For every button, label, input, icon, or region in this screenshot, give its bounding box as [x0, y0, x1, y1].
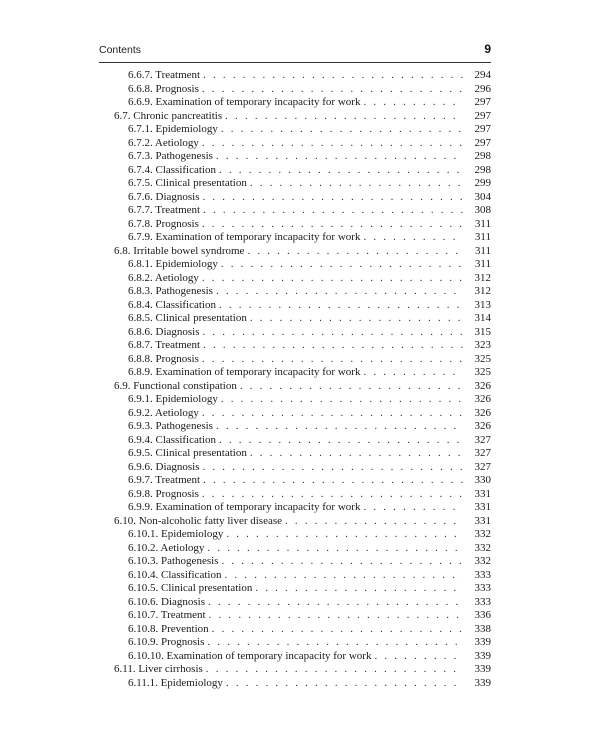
- toc-dot-leader: [363, 501, 463, 515]
- header-page-number: 9: [484, 42, 491, 56]
- toc-dot-leader: [255, 582, 463, 596]
- toc-entry-page: 311: [474, 231, 491, 243]
- toc-subsection-row: [99, 258, 491, 272]
- toc-section-row: [99, 110, 491, 124]
- toc-subsection-row: [99, 150, 491, 164]
- toc-dot-leader: [221, 123, 463, 137]
- toc-entry-page: 308: [474, 204, 491, 216]
- toc-dot-leader: [202, 83, 463, 97]
- toc-subsection-row: [99, 83, 491, 97]
- toc-entry-title: 6.7. Chronic pancreatitis: [114, 109, 223, 122]
- header-title: Contents: [99, 44, 142, 56]
- toc-entry-title: 6.8.5. Clinical presentation: [128, 312, 247, 324]
- toc-entry-title: 6.8.1. Epidemiology: [128, 258, 218, 270]
- toc-dot-leader: [208, 596, 463, 610]
- toc-subsection-row: [99, 596, 491, 610]
- toc-subsection-row: [99, 555, 491, 569]
- toc-entry-page: 311: [474, 217, 491, 230]
- toc-entry-title: 6.10.1. Epidemiology: [128, 528, 224, 540]
- toc-entry-title: 6.9.8. Prognosis: [128, 487, 199, 500]
- toc-dot-leader: [206, 663, 463, 677]
- toc-subsection-row: [99, 218, 491, 232]
- toc-section-row: [99, 515, 491, 529]
- toc-dot-leader: [203, 191, 464, 205]
- toc-entry-title: 6.10.4. Classification: [128, 568, 222, 581]
- toc-subsection-row: [99, 96, 491, 110]
- toc-entry-title: 6.6.8. Prognosis: [128, 82, 199, 95]
- toc-subsection-row: [99, 569, 491, 583]
- toc-dot-leader: [240, 380, 463, 394]
- toc-entry-page: 338: [474, 622, 491, 635]
- toc-entry-page: 311: [474, 244, 491, 257]
- toc-entry-title: 6.8.9. Examination of temporary incapacity for work: [128, 366, 361, 378]
- toc-dot-leader: [221, 555, 463, 569]
- toc-subsection-row: [99, 542, 491, 556]
- toc-subsection-row: [99, 123, 491, 137]
- toc-subsection-row: [99, 461, 491, 475]
- toc-entry-title: 6.7.8. Prognosis: [128, 217, 199, 230]
- toc-entry-page: 327: [474, 433, 491, 446]
- toc-entry-title: 6.6.9. Examination of temporary incapacity for work: [128, 96, 361, 108]
- toc-entry-page: 336: [474, 609, 491, 621]
- toc-dot-leader: [202, 353, 463, 367]
- toc-subsection-row: [99, 447, 491, 461]
- toc-entry-title: 6.8.4. Classification: [128, 298, 216, 311]
- toc-dot-leader: [250, 312, 463, 326]
- toc-entry-page: 297: [474, 136, 491, 149]
- toc-entry-title: 6.9.3. Pathogenesis: [128, 420, 213, 432]
- toc-entry-page: 326: [474, 379, 491, 392]
- toc-dot-leader: [363, 366, 463, 380]
- toc-subsection-row: [99, 204, 491, 218]
- toc-dot-leader: [202, 137, 463, 151]
- toc-dot-leader: [219, 299, 463, 313]
- toc-entry-title: 6.7.5. Clinical presentation: [128, 177, 247, 189]
- toc-entry-title: 6.9.4. Classification: [128, 433, 216, 446]
- toc-section-row: [99, 245, 491, 259]
- toc-entry-page: 332: [474, 528, 491, 540]
- toc-entry-title: 6.8.7. Treatment: [128, 339, 201, 351]
- toc-dot-leader: [203, 339, 463, 353]
- toc-entry-title: 6.9.9. Examination of temporary incapacity for work: [128, 501, 361, 513]
- toc-dot-leader: [221, 393, 463, 407]
- toc-entry-page: 297: [474, 109, 491, 122]
- toc-subsection-row: [99, 488, 491, 502]
- toc-subsection-row: [99, 393, 491, 407]
- toc-entry-title: 6.9. Functional constipation: [114, 379, 237, 392]
- toc-entry-page: 312: [474, 271, 491, 284]
- toc-dot-leader: [203, 474, 463, 488]
- toc-dot-leader: [203, 69, 463, 83]
- toc-entry-title: 6.9.6. Diagnosis: [128, 460, 200, 473]
- toc-dot-leader: [226, 528, 463, 542]
- toc-dot-leader: [202, 218, 463, 232]
- toc-dot-leader: [212, 623, 463, 637]
- toc-entry-page: 331: [474, 514, 491, 527]
- toc-subsection-row: [99, 326, 491, 340]
- toc-entry-title: 6.10.10. Examination of temporary incapacity for work: [128, 649, 372, 662]
- toc-entry-title: 6.8.8. Prognosis: [128, 352, 199, 365]
- toc-entry-page: 326: [474, 420, 491, 432]
- toc-entry-page: 299: [474, 177, 491, 189]
- toc-subsection-row: [99, 299, 491, 313]
- toc-subsection-row: [99, 191, 491, 205]
- toc-dot-leader: [216, 420, 463, 434]
- toc-entry-title: 6.7.1. Epidemiology: [128, 123, 218, 135]
- toc-dot-leader: [363, 231, 463, 245]
- toc-subsection-row: [99, 434, 491, 448]
- toc-entry-page: 297: [474, 123, 491, 135]
- table-of-contents: [99, 69, 491, 690]
- toc-entry-page: 314: [474, 312, 491, 324]
- toc-entry-title: 6.7.7. Treatment: [128, 204, 201, 216]
- toc-dot-leader: [209, 609, 463, 623]
- toc-entry-page: 332: [474, 555, 491, 567]
- toc-entry-title: 6.11.1. Epidemiology: [128, 676, 223, 689]
- toc-entry-page: 339: [474, 636, 491, 648]
- toc-entry-page: 323: [474, 339, 491, 351]
- toc-dot-leader: [216, 285, 463, 299]
- toc-subsection-row: [99, 623, 491, 637]
- toc-entry-title: 6.10.7. Treatment: [128, 609, 206, 621]
- toc-dot-leader: [250, 447, 463, 461]
- toc-subsection-row: [99, 650, 491, 664]
- toc-dot-leader: [202, 488, 463, 502]
- toc-subsection-row: [99, 582, 491, 596]
- toc-entry-page: 332: [474, 541, 491, 554]
- toc-entry-title: 6.11. Liver cirrhosis: [114, 663, 203, 675]
- toc-subsection-row: [99, 177, 491, 191]
- toc-dot-leader: [225, 569, 464, 583]
- toc-entry-title: 6.10.9. Prognosis: [128, 636, 205, 648]
- toc-entry-title: 6.7.2. Aetiology: [128, 136, 199, 149]
- toc-dot-leader: [203, 204, 463, 218]
- toc-entry-page: 298: [474, 150, 491, 162]
- toc-entry-page: 330: [474, 474, 491, 486]
- toc-subsection-row: [99, 677, 491, 691]
- toc-dot-leader: [225, 110, 463, 124]
- toc-subsection-row: [99, 231, 491, 245]
- toc-subsection-row: [99, 312, 491, 326]
- toc-entry-page: 331: [474, 487, 491, 500]
- toc-subsection-row: [99, 501, 491, 515]
- toc-entry-page: 312: [474, 285, 491, 297]
- toc-entry-title: 6.9.1. Epidemiology: [128, 393, 218, 405]
- toc-subsection-row: [99, 353, 491, 367]
- toc-entry-page: 327: [474, 460, 491, 473]
- toc-entry-title: 6.10.2. Aetiology: [128, 541, 205, 554]
- toc-dot-leader: [221, 258, 463, 272]
- toc-entry-page: 327: [474, 447, 491, 459]
- toc-subsection-row: [99, 272, 491, 286]
- toc-entry-page: 325: [474, 352, 491, 365]
- toc-dot-leader: [219, 164, 463, 178]
- toc-subsection-row: [99, 636, 491, 650]
- toc-entry-title: 6.7.4. Classification: [128, 163, 216, 176]
- toc-entry-title: 6.8.2. Aetiology: [128, 271, 199, 284]
- toc-entry-page: 313: [474, 298, 491, 311]
- toc-entry-title: 6.7.9. Examination of temporary incapacity for work: [128, 231, 361, 243]
- toc-dot-leader: [216, 150, 463, 164]
- toc-entry-page: 333: [474, 568, 491, 581]
- toc-entry-title: 6.9.5. Clinical presentation: [128, 447, 247, 459]
- toc-dot-leader: [285, 515, 463, 529]
- toc-subsection-row: [99, 528, 491, 542]
- toc-subsection-row: [99, 420, 491, 434]
- toc-dot-leader: [363, 96, 463, 110]
- toc-subsection-row: [99, 474, 491, 488]
- toc-entry-title: 6.10. Non-alcoholic fatty liver disease: [114, 514, 283, 527]
- toc-entry-page: 294: [474, 69, 491, 81]
- header-rule: [99, 62, 491, 63]
- toc-subsection-row: [99, 164, 491, 178]
- toc-subsection-row: [99, 339, 491, 353]
- toc-entry-title: 6.9.7. Treatment: [128, 474, 201, 486]
- toc-dot-leader: [203, 461, 464, 475]
- toc-dot-leader: [202, 407, 463, 421]
- toc-dot-leader: [219, 434, 463, 448]
- toc-entry-page: 331: [474, 501, 491, 513]
- toc-entry-page: 326: [474, 406, 491, 419]
- toc-dot-leader: [226, 677, 463, 691]
- toc-entry-page: 339: [474, 663, 491, 675]
- toc-subsection-row: [99, 137, 491, 151]
- toc-subsection-row: [99, 609, 491, 623]
- toc-entry-page: 296: [474, 82, 491, 95]
- toc-entry-page: 304: [474, 190, 491, 203]
- toc-section-row: [99, 380, 491, 394]
- toc-dot-leader: [250, 177, 463, 191]
- running-header: [99, 42, 491, 60]
- toc-entry-title: 6.9.2. Aetiology: [128, 406, 199, 419]
- toc-subsection-row: [99, 407, 491, 421]
- toc-dot-leader: [203, 326, 464, 340]
- toc-entry-page: 333: [474, 582, 491, 594]
- toc-entry-page: 311: [474, 258, 491, 270]
- toc-entry-title: 6.8. Irritable bowel syndrome: [114, 244, 245, 257]
- toc-dot-leader: [374, 650, 463, 664]
- toc-section-row: [99, 663, 491, 677]
- toc-entry-title: 6.10.3. Pathogenesis: [128, 555, 219, 567]
- toc-dot-leader: [207, 636, 463, 650]
- toc-dot-leader: [247, 245, 463, 259]
- toc-subsection-row: [99, 366, 491, 380]
- toc-entry-title: 6.6.7. Treatment: [128, 69, 201, 81]
- toc-entry-title: 6.10.6. Diagnosis: [128, 595, 205, 608]
- toc-entry-page: 326: [474, 393, 491, 405]
- toc-entry-title: 6.7.6. Diagnosis: [128, 190, 200, 203]
- toc-entry-title: 6.7.3. Pathogenesis: [128, 150, 213, 162]
- toc-entry-title: 6.10.5. Clinical presentation: [128, 582, 253, 594]
- toc-entry-page: 339: [474, 649, 491, 662]
- toc-subsection-row: [99, 285, 491, 299]
- toc-entry-page: 333: [474, 595, 491, 608]
- toc-entry-title: 6.8.3. Pathogenesis: [128, 285, 213, 297]
- toc-entry-title: 6.8.6. Diagnosis: [128, 325, 200, 338]
- toc-entry-page: 297: [474, 96, 491, 108]
- toc-entry-title: 6.10.8. Prevention: [128, 622, 209, 635]
- toc-entry-page: 315: [474, 325, 491, 338]
- toc-subsection-row: [99, 69, 491, 83]
- toc-entry-page: 325: [474, 366, 491, 378]
- toc-entry-page: 298: [474, 163, 491, 176]
- toc-dot-leader: [202, 272, 463, 286]
- toc-entry-page: 339: [474, 676, 491, 689]
- toc-dot-leader: [207, 542, 463, 556]
